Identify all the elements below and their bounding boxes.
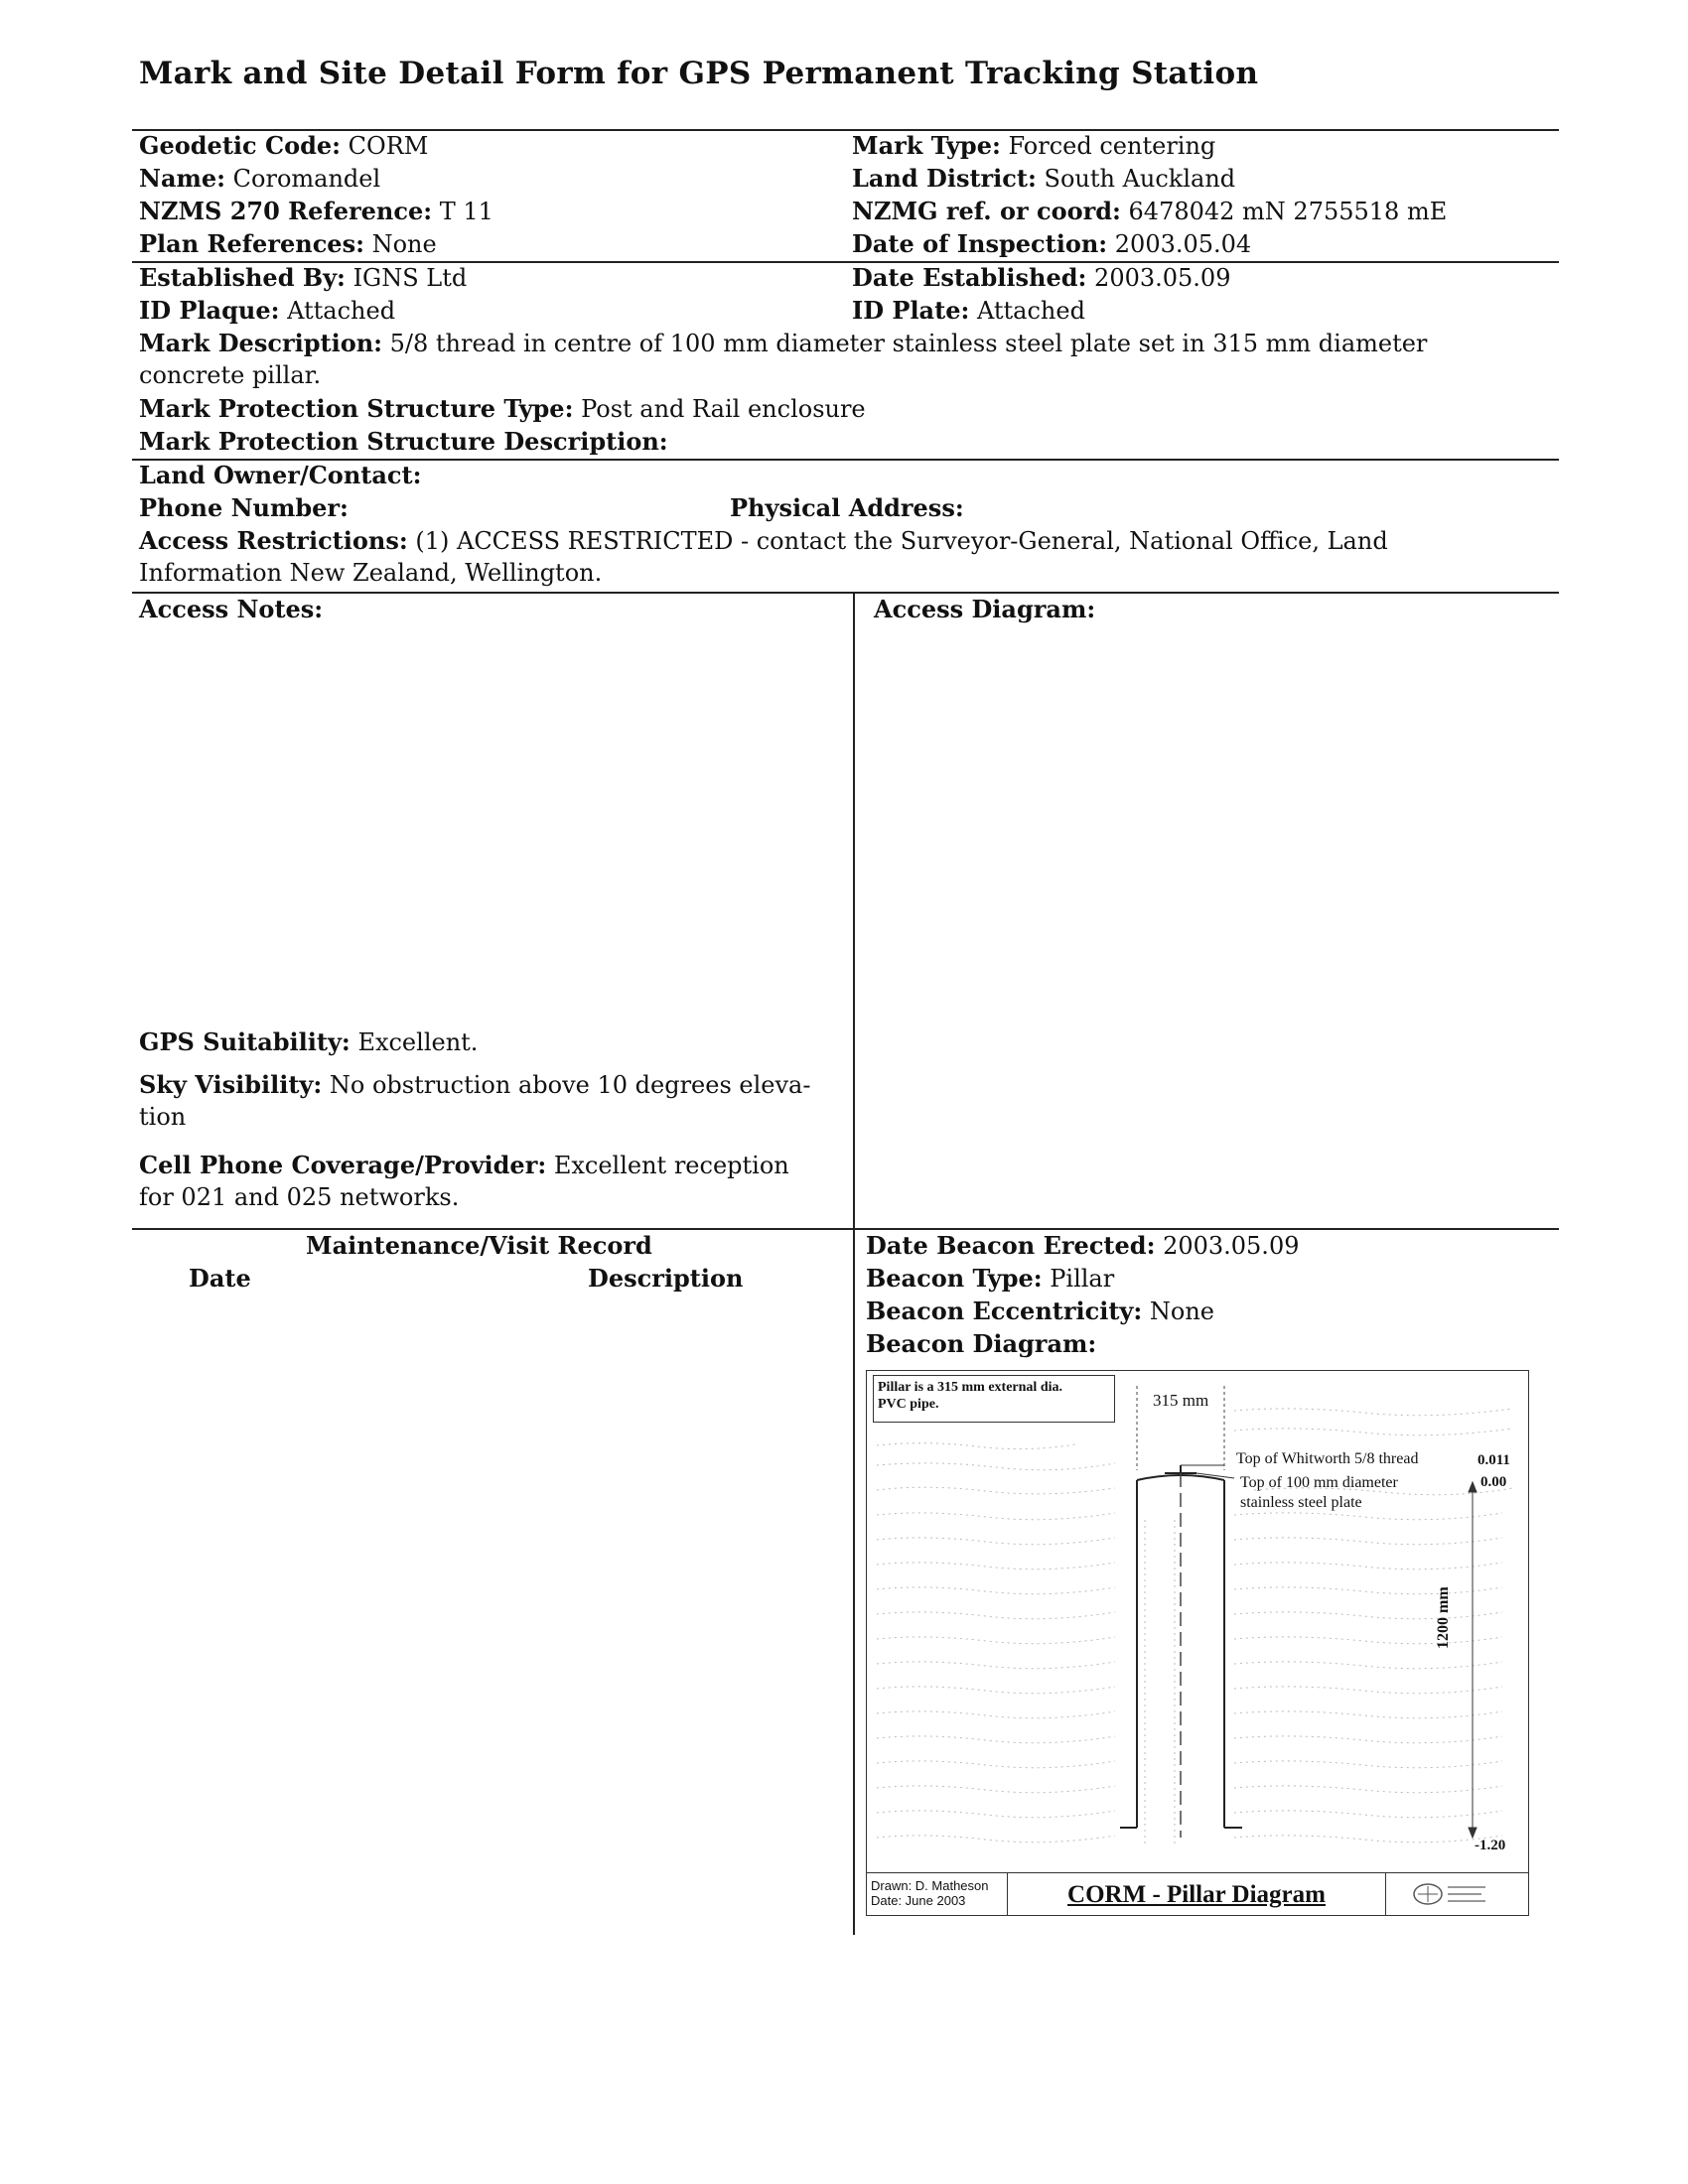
inspection-date-row: Date of Inspection: 2003.05.04 (852, 229, 1252, 258)
pillar-drawing (867, 1371, 1528, 1872)
id-plaque-row: ID Plaque: Attached (139, 296, 396, 325)
date-established-row: Date Established: 2003.05.09 (852, 263, 1231, 292)
maintenance-date-column: Date (189, 1264, 251, 1293)
sky-visibility-row: Sky Visibility: No obstruction above 10 degrees eleva- (139, 1070, 811, 1099)
protection-type-row: Mark Protection Structure Type: Post and Rail enclosure (139, 394, 866, 423)
mark-type-row: Mark Type: Forced centering (852, 131, 1216, 160)
thread-value: 0.011 (1477, 1452, 1510, 1468)
cell-coverage-cont: for 021 and 025 networks. (139, 1183, 460, 1211)
beacon-diagram (866, 1370, 1529, 1916)
established-by-row: Established By: IGNS Ltd (139, 263, 468, 292)
thread-label: Top of Whitworth 5/8 thread (1236, 1450, 1419, 1467)
plate-label-1: Top of 100 mm diameter (1240, 1474, 1398, 1491)
protection-description-row: Mark Protection Structure Description: (139, 427, 668, 456)
width-dimension-label: 315 mm (1153, 1391, 1209, 1410)
nzmg-row: NZMG ref. or coord: 6478042 mN 2755518 mE (852, 197, 1448, 225)
land-owner-row: Land Owner/Contact: (139, 461, 422, 489)
depth-label: 1200 mm (1435, 1586, 1452, 1649)
nzms-row: NZMS 270 Reference: T 11 (139, 197, 493, 225)
plate-label-2: stainless steel plate (1240, 1494, 1362, 1511)
physical-address-row: Physical Address: (730, 493, 964, 522)
plate-value: 0.00 (1480, 1474, 1507, 1490)
access-restrictions-cont: Information New Zealand, Wellington. (139, 559, 603, 587)
column-divider (853, 592, 855, 1935)
divider (132, 592, 1559, 594)
pillar-note: Pillar is a 315 mm external dia. PVC pipe. (873, 1375, 1115, 1423)
page-title: Mark and Site Detail Form for GPS Permanent Tracking Station (139, 56, 1259, 91)
maintenance-record-title: Maintenance/Visit Record (306, 1231, 652, 1260)
agency-logo (1385, 1873, 1529, 1916)
name-row: Name: Coromandel (139, 164, 381, 193)
beacon-type-row: Beacon Type: Pillar (866, 1264, 1115, 1293)
mark-description-cont: concrete pillar. (139, 361, 322, 389)
diagram-title: CORM - Pillar Diagram (1067, 1881, 1326, 1908)
cell-coverage-row: Cell Phone Coverage/Provider: Excellent reception (139, 1151, 789, 1179)
land-district-row: Land District: South Auckland (852, 164, 1236, 193)
drawn-by-block: Drawn: D. Matheson Date: June 2003 (867, 1873, 1008, 1916)
gps-suitability-row: GPS Suitability: Excellent. (139, 1027, 479, 1056)
beacon-erected-row: Date Beacon Erected: 2003.05.09 (866, 1231, 1300, 1260)
sky-visibility-cont: tion (139, 1103, 187, 1131)
bottom-value: -1.20 (1475, 1838, 1506, 1853)
access-restrictions-row: Access Restrictions: (1) ACCESS RESTRICTED - contact the Surveyor-General, National Office, Land (139, 526, 1388, 555)
access-diagram-label: Access Diagram: (874, 595, 1096, 623)
access-notes-label: Access Notes: (139, 595, 324, 623)
maintenance-description-column: Description (588, 1264, 744, 1293)
phone-number-row: Phone Number: (139, 493, 349, 522)
id-plate-row: ID Plate: Attached (852, 296, 1085, 325)
geodetic-code-row: Geodetic Code: CORM (139, 131, 429, 160)
plan-references-row: Plan References: None (139, 229, 437, 258)
beacon-eccentricity-row: Beacon Eccentricity: None (866, 1297, 1214, 1325)
title-block (867, 1872, 1528, 1916)
beacon-diagram-label: Beacon Diagram: (866, 1329, 1097, 1358)
mark-description-row: Mark Description: 5/8 thread in centre of 100 mm diameter stainless steel plate set in 315 mm diameter (139, 329, 1428, 357)
